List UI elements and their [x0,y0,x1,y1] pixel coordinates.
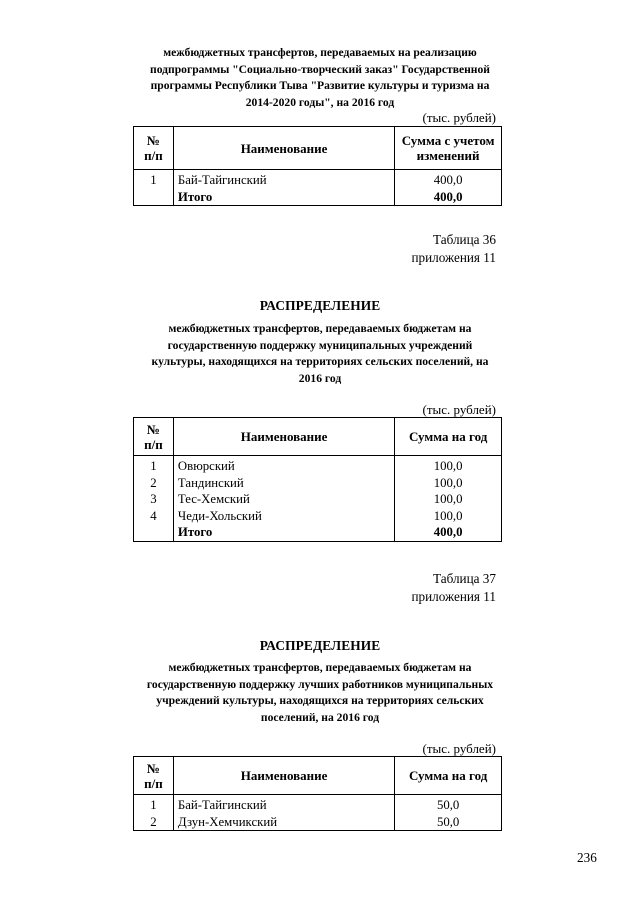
block1-table [133,126,502,206]
block3-heading: межбюджетных трансфертов, передаваемых бюджетам на государственную поддержку лучших работников муниципальных учреждений культуры, находящихся на территориях сельских поселений, на 2016 год [146,661,494,724]
total-sum: 400,0 [395,524,502,541]
block2-unit: (тыс. рублей) [422,402,496,417]
total-num-cell [134,189,174,206]
block2-table-ref: Таблица 36 [433,232,496,247]
row-num: 3 [134,491,174,508]
col-header-num: № п/п [134,757,174,795]
row-name: Бай-Тайгинский [173,795,394,814]
total-num-cell [134,524,174,541]
row-name: Бай-Тайгинский [173,170,394,189]
row-name: Тес-Хемский [173,491,394,508]
table-row [134,475,502,492]
row-num: 2 [134,814,174,831]
table-row [134,508,502,525]
block3-unit: (тыс. рублей) [422,741,496,756]
row-sum: 400,0 [395,170,502,189]
row-num: 1 [134,170,174,189]
block3-table [133,756,502,831]
row-sum: 100,0 [395,475,502,492]
row-name: Дзун-Хемчикский [173,814,394,831]
total-label: Итого [173,524,394,541]
row-name: Чеди-Хольский [173,508,394,525]
row-sum: 50,0 [395,795,502,814]
total-sum: 400,0 [395,189,502,206]
col-header-name: Наименование [173,757,394,795]
col-header-sum: Сумма на год [395,757,502,795]
col-header-sum: Сумма на год [395,418,502,456]
col-header-name: Наименование [173,127,394,170]
row-sum: 100,0 [395,508,502,525]
block3-table-ref: Таблица 37 [433,571,496,586]
table-row [134,491,502,508]
table-total-row [134,524,502,541]
page-number: 236 [577,850,597,865]
col-header-num: № п/п [134,127,174,170]
row-sum: 100,0 [395,491,502,508]
block3-annex-ref: приложения 11 [411,589,496,604]
row-sum: 50,0 [395,814,502,831]
table-row [134,795,502,814]
block2-annex-ref: приложения 11 [411,250,496,265]
block2-table [133,417,502,542]
col-header-name: Наименование [173,418,394,456]
block2-heading: межбюджетных трансфертов, передаваемых бюджетам на государственную поддержку муниципальных учреждений культуры, находящихся на территориях сельских поселений, на 2016 год [151,322,489,385]
table-row [134,814,502,831]
block1-unit: (тыс. рублей) [422,110,496,125]
row-name: Тандинский [173,475,394,492]
block3-title: РАСПРЕДЕЛЕНИЕ [259,638,381,653]
row-num: 1 [134,795,174,814]
row-num: 1 [134,456,174,475]
col-header-sum: Сумма с учетом изменений [395,127,502,170]
col-header-num: № п/п [134,418,174,456]
block1-heading: межбюджетных трансфертов, передаваемых на реализацию подпрограммы "Социально-творческий заказ" Государственной программы Республики Тыва "Развитие культуры и туризма на 2014-2020 годы", на 2016 год [150,46,490,109]
block2-title: РАСПРЕДЕЛЕНИЕ [259,298,381,313]
row-num: 2 [134,475,174,492]
row-num: 4 [134,508,174,525]
table-row [134,170,502,189]
table-row [134,456,502,475]
table-total-row [134,189,502,206]
row-sum: 100,0 [395,456,502,475]
row-name: Овюрский [173,456,394,475]
total-label: Итого [173,189,394,206]
